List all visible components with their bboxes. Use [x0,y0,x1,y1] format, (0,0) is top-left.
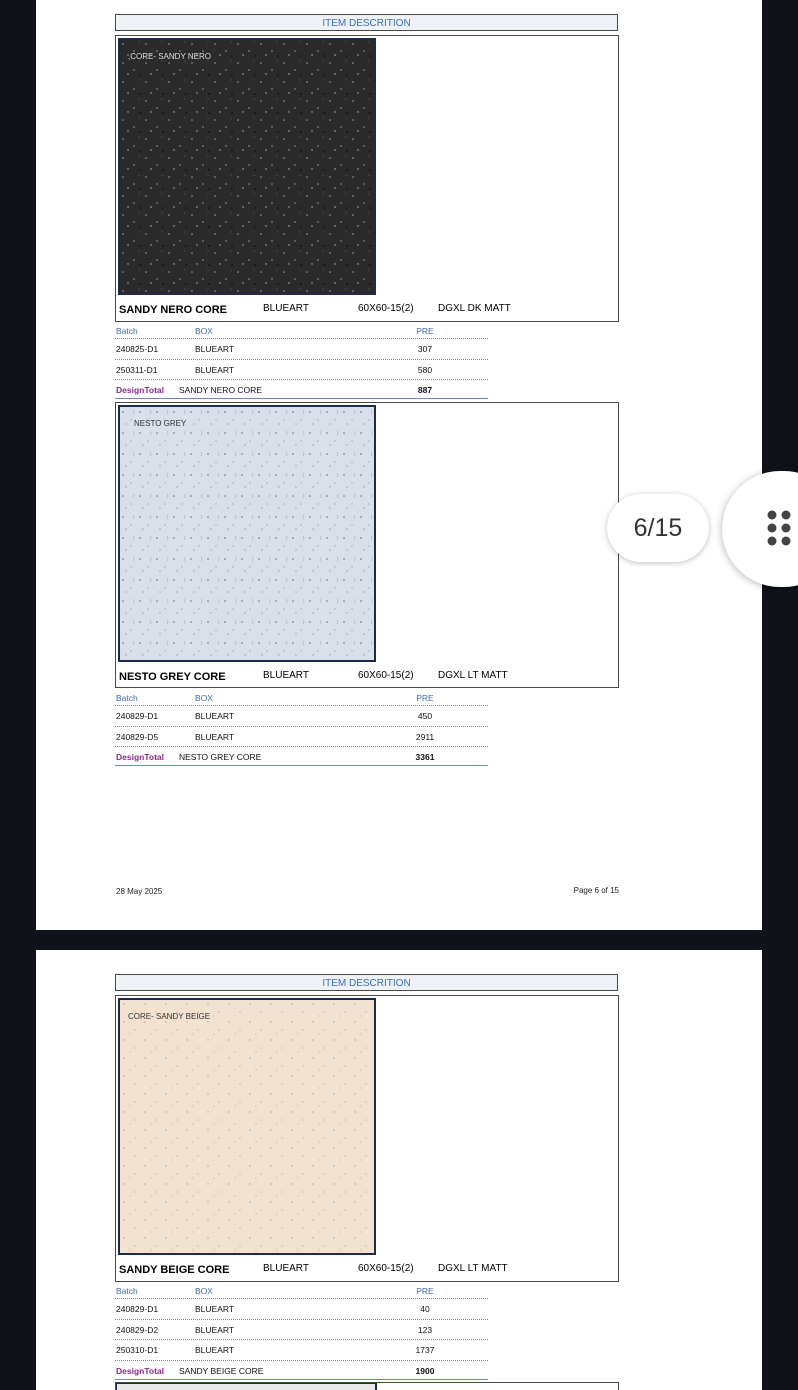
box-cell: BLUEART [195,711,235,721]
tile-label: ,CORE- SANDY NERO [128,52,211,61]
tile-label: NESTO GREY [134,419,187,428]
col-batch-header: Batch [116,693,138,703]
box-cell: BLUEART [195,344,235,354]
document-page-6 [36,0,762,930]
footer-page-number: Page 6 of 15 [573,886,619,895]
item-card-sandy-beige [115,995,619,1282]
box-cell: BLUEART [195,731,235,742]
pre-cell: 2911 [415,731,435,742]
col-pre-header: PRE [416,326,434,336]
table-row [115,1299,488,1320]
tile-image-sandy-nero [118,38,376,295]
item-size: 60X60-15(2) [358,670,414,681]
document-page-7 [36,950,762,1390]
item-card-sandy-nero [115,35,619,322]
design-total-value: 887 [417,385,433,395]
item-brand: BLUEART [263,670,309,681]
tile-image-nesto-grey [118,405,376,662]
pre-cell: 1737 [415,1345,435,1355]
tile-image-sandy-beige [118,998,376,1255]
item-name: NESTO GREY CORE [119,671,226,683]
tile-label: CORE- SANDY BEIGE [128,1012,211,1021]
batch-cell: 240829-D1 [116,711,159,721]
design-total-name: SANDY NERO CORE [179,385,262,395]
col-pre-header: PRE [416,693,434,703]
item-brand: BLUEART [263,1263,309,1274]
col-batch-header: Batch [116,326,138,336]
design-total-value: 3361 [415,752,435,762]
design-total-name: SANDY BEIGE CORE [179,1365,264,1376]
col-box-header: BOX [195,326,213,336]
pre-cell: 580 [417,364,433,375]
grip-dots-icon [766,509,796,549]
footer-date: 28 May 2025 [116,887,163,896]
item-name: SANDY NERO CORE [119,304,227,316]
next-item-card [115,1382,619,1390]
pre-cell: 123 [417,1324,433,1335]
item-name: SANDY BEIGE CORE [119,1264,230,1276]
design-total-row [115,747,488,766]
pre-cell: 307 [417,344,433,354]
table-header-row [115,326,488,339]
table-row [115,706,488,727]
table-header-row [115,1286,488,1299]
item-description-header: ITEM DESCRITION [115,974,618,991]
item-finish: DGXL LT MATT [438,1263,508,1274]
batch-cell: 240825-D1 [116,344,159,354]
speckle-texture-light [120,407,376,662]
col-pre-header: PRE [416,1286,434,1296]
col-box-header: BOX [195,1286,213,1296]
item-card-nesto-grey [115,402,619,688]
item-size: 60X60-15(2) [358,303,414,314]
table-row [115,727,488,748]
item-finish: DGXL DK MATT [438,303,511,314]
batch-cell: 250311-D1 [116,364,158,375]
speckle-texture-dark [120,40,376,295]
pre-cell: 40 [420,1304,430,1314]
item-finish: DGXL LT MATT [438,670,508,681]
table-row [115,339,488,360]
table-header-row [115,693,488,706]
design-total-row [115,1361,488,1380]
batch-cell: 240829-D2 [116,1324,159,1335]
col-batch-header: Batch [116,1286,138,1296]
item-brand: BLUEART [263,303,309,314]
speckle-texture-beige [120,1000,376,1255]
box-cell: BLUEART [195,1304,235,1314]
page-indicator[interactable]: 6/15 [607,494,709,562]
batch-cell: 240829-D5 [116,731,159,742]
design-total-label: DesignTotal [116,752,165,762]
batch-table-nesto-grey [115,693,488,766]
table-row [115,1340,488,1361]
pre-cell: 450 [417,711,433,721]
design-total-value: 1900 [415,1365,435,1376]
item-size: 60X60-15(2) [358,1263,414,1274]
design-total-label: DesignTotal [116,1365,165,1376]
batch-table-sandy-beige [115,1286,488,1380]
box-cell: BLUEART [195,364,235,375]
box-cell: BLUEART [195,1324,235,1335]
batch-cell: 240829-D1 [116,1304,159,1314]
col-box-header: BOX [195,693,213,703]
table-row [115,1320,488,1341]
batch-cell: 250310-D1 [116,1345,159,1355]
design-total-row [115,380,488,399]
item-description-header: ITEM DESCRITION [115,14,618,31]
design-total-label: DesignTotal [116,385,165,395]
box-cell: BLUEART [195,1345,235,1355]
design-total-name: NESTO GREY CORE [179,752,262,762]
table-row [115,360,488,381]
batch-table-sandy-nero [115,326,488,399]
